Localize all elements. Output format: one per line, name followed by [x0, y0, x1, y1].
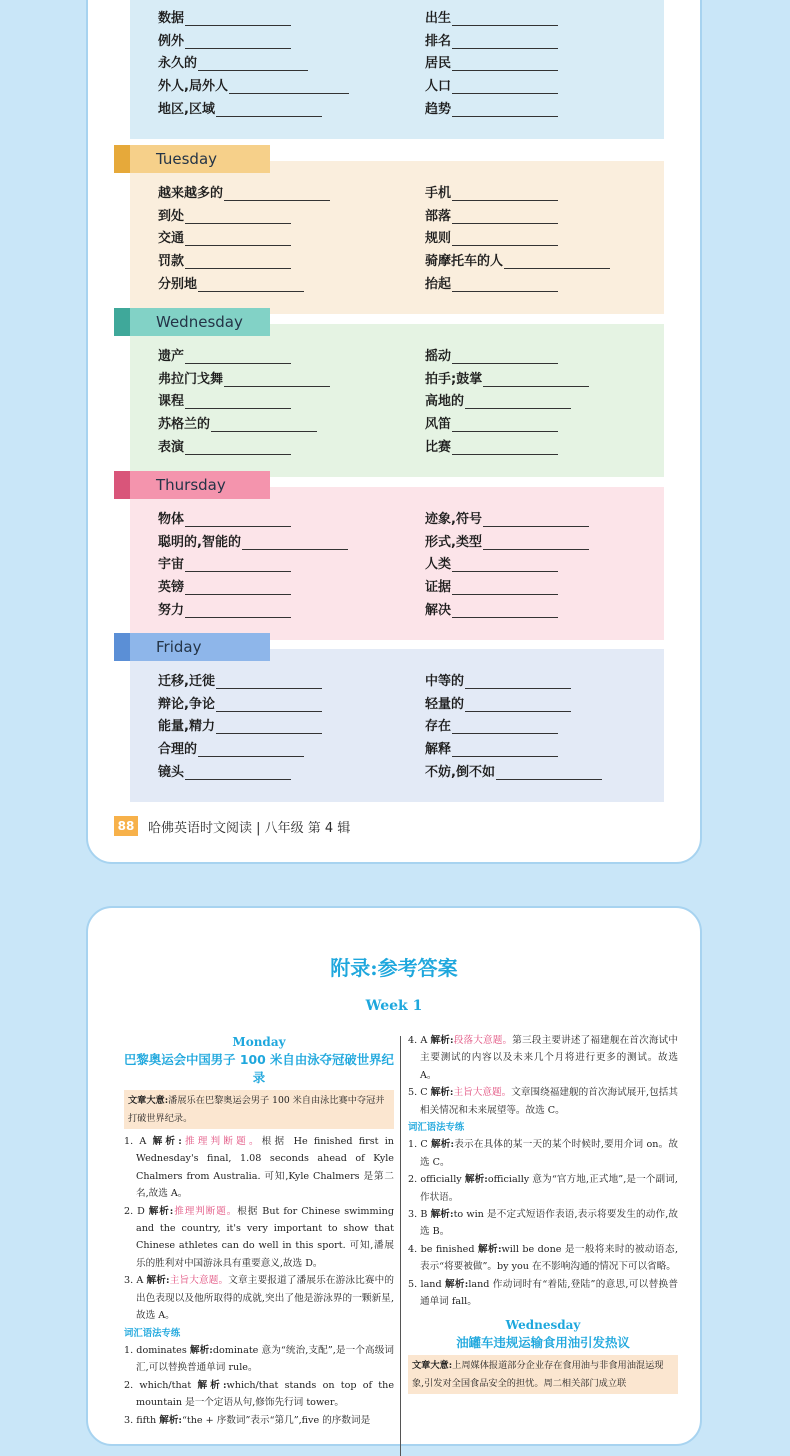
answer-blank[interactable]	[224, 373, 330, 387]
answer-explanation: will be done 是一般将来时的被动语态,表示“将要被做”。by you 在不影响沟通的情况下可以省略。	[420, 1243, 678, 1273]
vocab-term: 外人,局外人	[158, 79, 228, 94]
vocab-term: 例外	[158, 34, 185, 49]
answer-blank[interactable]	[483, 536, 589, 550]
article-headline: 油罐车违规运输食用油引发热议	[456, 1334, 630, 1350]
answer-explanation: 第三段主要讲述了福建舰在首次海试中主要测试的内容以及未来几个月将进行更多的测试。故选 A。	[420, 1035, 679, 1081]
article-summary	[408, 1355, 678, 1394]
answer-blank[interactable]	[198, 743, 304, 757]
answer-label: 解析:	[148, 1205, 174, 1217]
vocab-item	[425, 532, 589, 550]
vocab-item	[425, 228, 558, 246]
answer-blank[interactable]	[483, 513, 589, 527]
answer-item	[124, 1203, 394, 1273]
vocab-item	[158, 274, 304, 292]
answer-blank[interactable]	[452, 581, 558, 595]
answer-blank[interactable]	[452, 57, 558, 71]
vocab-item	[425, 99, 558, 117]
vocab-term: 聪明的,智能的	[158, 535, 241, 550]
vocab-item	[425, 414, 558, 432]
vocab-term: 风笛	[425, 417, 452, 432]
answer-item	[408, 1136, 678, 1171]
vocab-term: 形式,类型	[425, 535, 482, 550]
article-summary	[124, 1090, 394, 1129]
vocab-item	[425, 251, 610, 269]
answer-blank[interactable]	[452, 210, 558, 224]
article-headline: 巴黎奥运会中国男子 100 米自由泳夺冠破世界纪录	[124, 1052, 394, 1085]
answer-label: 解析:	[477, 1243, 502, 1255]
vocab-term: 交通	[158, 231, 185, 246]
answer-blank[interactable]	[452, 441, 558, 455]
answer-number: 5. land	[408, 1278, 442, 1290]
vocab-term: 轻量的	[425, 697, 465, 712]
vocab-term: 辩论,争论	[158, 697, 215, 712]
day-name: Wednesday	[156, 313, 243, 331]
answers-left-column	[124, 1032, 394, 1429]
answer-number: 2. which/that	[124, 1379, 192, 1391]
day-tab	[114, 308, 270, 336]
answer-explanation: land 作动词时有“着陆,登陆”的意思,可以替换普通单词 fall。	[420, 1278, 678, 1308]
answer-blank[interactable]	[216, 103, 322, 117]
section-day-wednesday: Wednesday	[505, 1317, 581, 1332]
answer-item	[408, 1032, 678, 1084]
answer-number: 4. be finished	[408, 1243, 475, 1255]
answer-explanation: 表示在具体的某一天的某个时候时,要用介词 on。故选 C。	[420, 1139, 678, 1168]
vocab-item	[158, 8, 291, 26]
answer-blank[interactable]	[452, 743, 558, 757]
vocab-item	[158, 694, 322, 712]
vocab-item	[158, 762, 291, 780]
vocab-term: 证据	[425, 580, 452, 595]
answer-blank[interactable]	[185, 350, 291, 364]
answer-blank[interactable]	[198, 278, 304, 292]
answer-label: 解析:	[152, 1136, 182, 1148]
vocab-item	[158, 671, 322, 689]
vocab-item	[158, 228, 291, 246]
answer-item	[124, 1412, 394, 1429]
vocab-term: 越来越多的	[158, 186, 224, 201]
answer-blank[interactable]	[452, 350, 558, 364]
answer-blank[interactable]	[216, 698, 322, 712]
answer-blank[interactable]	[452, 232, 558, 246]
answer-blank[interactable]	[452, 80, 558, 94]
answers-right-column	[408, 1032, 678, 1398]
day-section-monday	[130, 0, 664, 139]
vocab-term: 解决	[425, 603, 452, 618]
answer-number: 2. officially	[408, 1174, 462, 1186]
vocab-term: 数据	[158, 11, 185, 26]
answer-number: 3. B	[408, 1209, 428, 1221]
vocab-item	[158, 99, 322, 117]
vocab-term: 课程	[158, 394, 185, 409]
vocab-item	[425, 391, 571, 409]
vocab-item	[425, 8, 558, 26]
vocab-item	[425, 762, 602, 780]
answer-explanation: dominate 意为“统治,支配”,是一个高级词汇,可以替换普通单词 rule。	[136, 1344, 394, 1374]
vocab-term: 中等的	[425, 674, 465, 689]
vocab-term: 人口	[425, 79, 452, 94]
answer-blank[interactable]	[465, 698, 571, 712]
vocab-item	[425, 509, 589, 527]
answer-number: 1. A	[124, 1136, 147, 1148]
page-footer	[114, 816, 350, 836]
vocab-item	[158, 414, 317, 432]
answers-page	[86, 906, 702, 1446]
answer-blank[interactable]	[185, 766, 291, 780]
answer-blank[interactable]	[504, 255, 610, 269]
vocab-item	[158, 206, 291, 224]
vocab-term: 能量,精力	[158, 719, 215, 734]
answer-number: 3. fifth	[124, 1414, 157, 1426]
vocab-term: 解释	[425, 742, 452, 757]
vocab-item	[425, 274, 558, 292]
answer-blank[interactable]	[452, 418, 558, 432]
answer-number: 5. C	[408, 1087, 428, 1099]
vocab-item	[158, 183, 330, 201]
answer-blank[interactable]	[216, 720, 322, 734]
vocab-item	[425, 76, 558, 94]
answer-label: 解析:	[430, 1035, 454, 1046]
answer-blank[interactable]	[452, 720, 558, 734]
answer-blank[interactable]	[452, 187, 558, 201]
answer-label: 解析:	[430, 1139, 455, 1151]
vocab-section-label: 词汇语法专练	[408, 1122, 465, 1134]
vocab-item	[425, 369, 589, 387]
answer-label: 解析:	[197, 1379, 227, 1391]
answer-item	[124, 1133, 394, 1203]
page-number: 88	[114, 816, 138, 836]
vocab-item	[158, 391, 291, 409]
week-label: Week 1	[365, 998, 423, 1014]
answer-explanation: to win 是不定式短语作表语,表示将要发生的动作,故选 B。	[420, 1209, 678, 1238]
vocab-term: 存在	[425, 719, 452, 734]
answer-blank[interactable]	[483, 373, 589, 387]
answer-item	[408, 1084, 678, 1119]
vocab-item	[425, 183, 558, 201]
vocab-term: 规则	[425, 231, 452, 246]
vocab-term: 居民	[425, 56, 452, 71]
vocab-item	[425, 577, 558, 595]
answer-blank[interactable]	[465, 675, 571, 689]
vocab-item	[425, 346, 558, 364]
answer-blank[interactable]	[216, 675, 322, 689]
answer-item	[124, 1342, 394, 1377]
answer-item	[408, 1276, 678, 1311]
vocab-term: 摇动	[425, 349, 452, 364]
answer-explanation: 文章主要报道了潘展乐在游泳比赛中的出色表现以及他所取得的成就,突出了他是游泳界的一颗新星,故选 A。	[136, 1275, 395, 1322]
question-type-tag: 段落大意题。	[453, 1035, 513, 1046]
summary-label: 文章大意:	[412, 1360, 453, 1372]
vocab-term: 地区,区域	[158, 102, 215, 117]
answer-explanation: officially 意为“官方地,正式地”,是一个副词,作状语。	[420, 1174, 678, 1203]
vocab-item	[425, 554, 558, 572]
tab-fold-icon	[114, 308, 130, 336]
answer-item	[124, 1377, 394, 1412]
answer-blank[interactable]	[185, 255, 291, 269]
vocab-term: 人类	[425, 557, 452, 572]
tab-fold-icon	[114, 633, 130, 661]
vocab-term: 罚款	[158, 254, 185, 269]
answer-label: 解析:	[464, 1174, 488, 1186]
vocab-item	[158, 76, 349, 94]
answer-blank[interactable]	[452, 35, 558, 49]
vocab-item	[158, 31, 291, 49]
answer-number: 4. A	[408, 1035, 428, 1046]
day-name: Friday	[156, 638, 202, 656]
vocab-item	[158, 554, 291, 572]
vocab-item	[425, 739, 558, 757]
answer-blank[interactable]	[198, 57, 308, 71]
vocab-term: 表演	[158, 440, 185, 455]
answer-blank[interactable]	[185, 395, 291, 409]
vocab-item	[158, 53, 308, 71]
vocab-term: 英镑	[158, 580, 185, 595]
answer-item	[124, 1272, 394, 1324]
vocab-item	[158, 346, 291, 364]
vocab-term: 骑摩托车的人	[425, 254, 504, 269]
answer-explanation: “the + 序数词”表示“第几”,five 的序数词是	[181, 1414, 371, 1426]
tab-fold-icon	[114, 471, 130, 499]
answer-explanation: which/that stands on top of the mountain 是一个定语从句,修饰先行词 tower。	[136, 1379, 395, 1409]
vocab-term: 努力	[158, 603, 185, 618]
vocab-item	[158, 251, 291, 269]
answer-number: 1. dominates	[124, 1344, 187, 1356]
question-type-tag: 推理判断题。	[173, 1205, 238, 1217]
answer-blank[interactable]	[452, 12, 558, 26]
answer-blank[interactable]	[185, 12, 291, 26]
day-tab	[114, 145, 270, 173]
vocab-term: 到处	[158, 209, 185, 224]
answer-blank[interactable]	[242, 536, 348, 550]
answer-blank[interactable]	[185, 558, 291, 572]
answer-label: 解析:	[430, 1087, 454, 1099]
vocab-item	[158, 577, 291, 595]
vocab-term: 排名	[425, 34, 452, 49]
answer-item	[408, 1206, 678, 1241]
vocab-item	[158, 532, 348, 550]
answer-blank[interactable]	[185, 441, 291, 455]
vocab-term: 宇宙	[158, 557, 185, 572]
section-day-monday: Monday	[232, 1035, 286, 1049]
answer-label: 解析:	[430, 1209, 454, 1221]
answer-blank[interactable]	[452, 558, 558, 572]
answer-explanation: 文章围绕福建舰的首次海试展开,包括其相关情况和未来展望等。故选 C。	[420, 1087, 678, 1116]
answer-number: 3. A	[124, 1275, 144, 1287]
day-tab	[114, 633, 270, 661]
vocab-section-label: 词汇语法专练	[124, 1327, 181, 1339]
answer-item	[408, 1241, 678, 1276]
summary-text: 潘展乐在巴黎奥运会男子 100 米自由泳比赛中夺冠并打破世界纪录。	[128, 1095, 385, 1124]
vocab-item	[158, 509, 291, 527]
vocab-term: 出生	[425, 11, 452, 26]
day-name: Thursday	[156, 476, 226, 494]
answer-blank[interactable]	[465, 395, 571, 409]
vocab-term: 高地的	[425, 394, 465, 409]
vocab-item	[425, 206, 558, 224]
answer-item	[408, 1171, 678, 1206]
vocab-term: 迹象,符号	[425, 512, 482, 527]
question-type-tag: 主旨大意题。	[169, 1275, 229, 1287]
vocab-term: 趋势	[425, 102, 452, 117]
vocab-item	[425, 671, 571, 689]
vocab-item	[425, 716, 558, 734]
answer-blank[interactable]	[185, 232, 291, 246]
vocab-item	[425, 694, 571, 712]
vocab-item	[425, 31, 558, 49]
vocab-term: 遗产	[158, 349, 185, 364]
vocab-term: 苏格兰的	[158, 417, 211, 432]
vocab-item	[158, 369, 330, 387]
vocab-term: 不妨,倒不如	[425, 765, 495, 780]
answer-blank[interactable]	[185, 35, 291, 49]
answer-number: 2. D	[124, 1205, 145, 1217]
vocab-item	[158, 739, 304, 757]
vocab-term: 比赛	[425, 440, 452, 455]
vocab-term: 镜头	[158, 765, 185, 780]
question-type-tag: 主旨大意题。	[453, 1087, 512, 1099]
answer-label: 解析:	[159, 1414, 182, 1426]
vocab-term: 迁移,迁徙	[158, 674, 215, 689]
vocab-item	[425, 600, 558, 618]
day-tab	[114, 471, 270, 499]
book-title: 哈佛英语时文阅读 | 八年级 第 4 辑	[148, 820, 351, 836]
tab-fold-icon	[114, 145, 130, 173]
answer-blank[interactable]	[452, 278, 558, 292]
vocab-item	[158, 600, 291, 618]
vocab-term: 合理的	[158, 742, 198, 757]
answer-blank[interactable]	[496, 766, 602, 780]
vocab-term: 拍手;鼓掌	[425, 372, 483, 387]
answer-label: 解析:	[146, 1275, 170, 1287]
summary-text: 上周媒体报道部分企业存在食用油与非食用油混运现象,引发对全国食品安全的担忧。周二相关部门成立联	[412, 1360, 664, 1389]
answer-blank[interactable]	[224, 187, 330, 201]
answer-blank[interactable]	[185, 604, 291, 618]
answer-explanation: 根据 But for Chinese swimming and the country, it's very important to show that Chinese athletes can do well in this sport. 可知,潘展乐的胜利对中国游泳具有重要意义,故选 D。	[136, 1205, 394, 1269]
answer-number: 1. C	[408, 1139, 428, 1151]
vocab-item	[158, 437, 291, 455]
answer-label: 解析:	[189, 1344, 213, 1356]
answer-blank[interactable]	[211, 418, 317, 432]
answer-blank[interactable]	[229, 80, 349, 94]
vocab-term: 物体	[158, 512, 185, 527]
answer-blank[interactable]	[185, 210, 291, 224]
answer-blank[interactable]	[185, 513, 291, 527]
question-type-tag: 推理判断题。	[181, 1136, 262, 1148]
vocab-page	[86, 0, 702, 864]
answers-title: 附录:参考答案	[330, 956, 458, 980]
answer-label: 解析:	[444, 1278, 469, 1290]
answer-blank[interactable]	[452, 103, 558, 117]
vocab-term: 永久的	[158, 56, 198, 71]
answer-blank[interactable]	[185, 581, 291, 595]
vocab-term: 部落	[425, 209, 452, 224]
vocab-term: 弗拉门戈舞	[158, 372, 224, 387]
day-section-friday	[130, 638, 664, 802]
vocab-item	[425, 53, 558, 71]
day-name: Tuesday	[156, 150, 218, 168]
vocab-item	[425, 437, 558, 455]
vocab-term: 分别地	[158, 277, 198, 292]
column-divider	[400, 1036, 401, 1456]
vocab-term: 手机	[425, 186, 452, 201]
day-section-wednesday	[130, 313, 664, 477]
vocab-term: 抬起	[425, 277, 452, 292]
vocab-item	[158, 716, 322, 734]
day-section-thursday	[130, 476, 664, 640]
answer-explanation: 根据 He finished first in Wednesday's final, 1.08 seconds ahead of Kyle Chalmers from Australia. 可知,Kyle Chalmers 是第二名,故选 A。	[136, 1136, 394, 1200]
answer-blank[interactable]	[452, 604, 558, 618]
summary-label: 文章大意:	[128, 1095, 169, 1107]
day-section-tuesday	[130, 150, 664, 314]
